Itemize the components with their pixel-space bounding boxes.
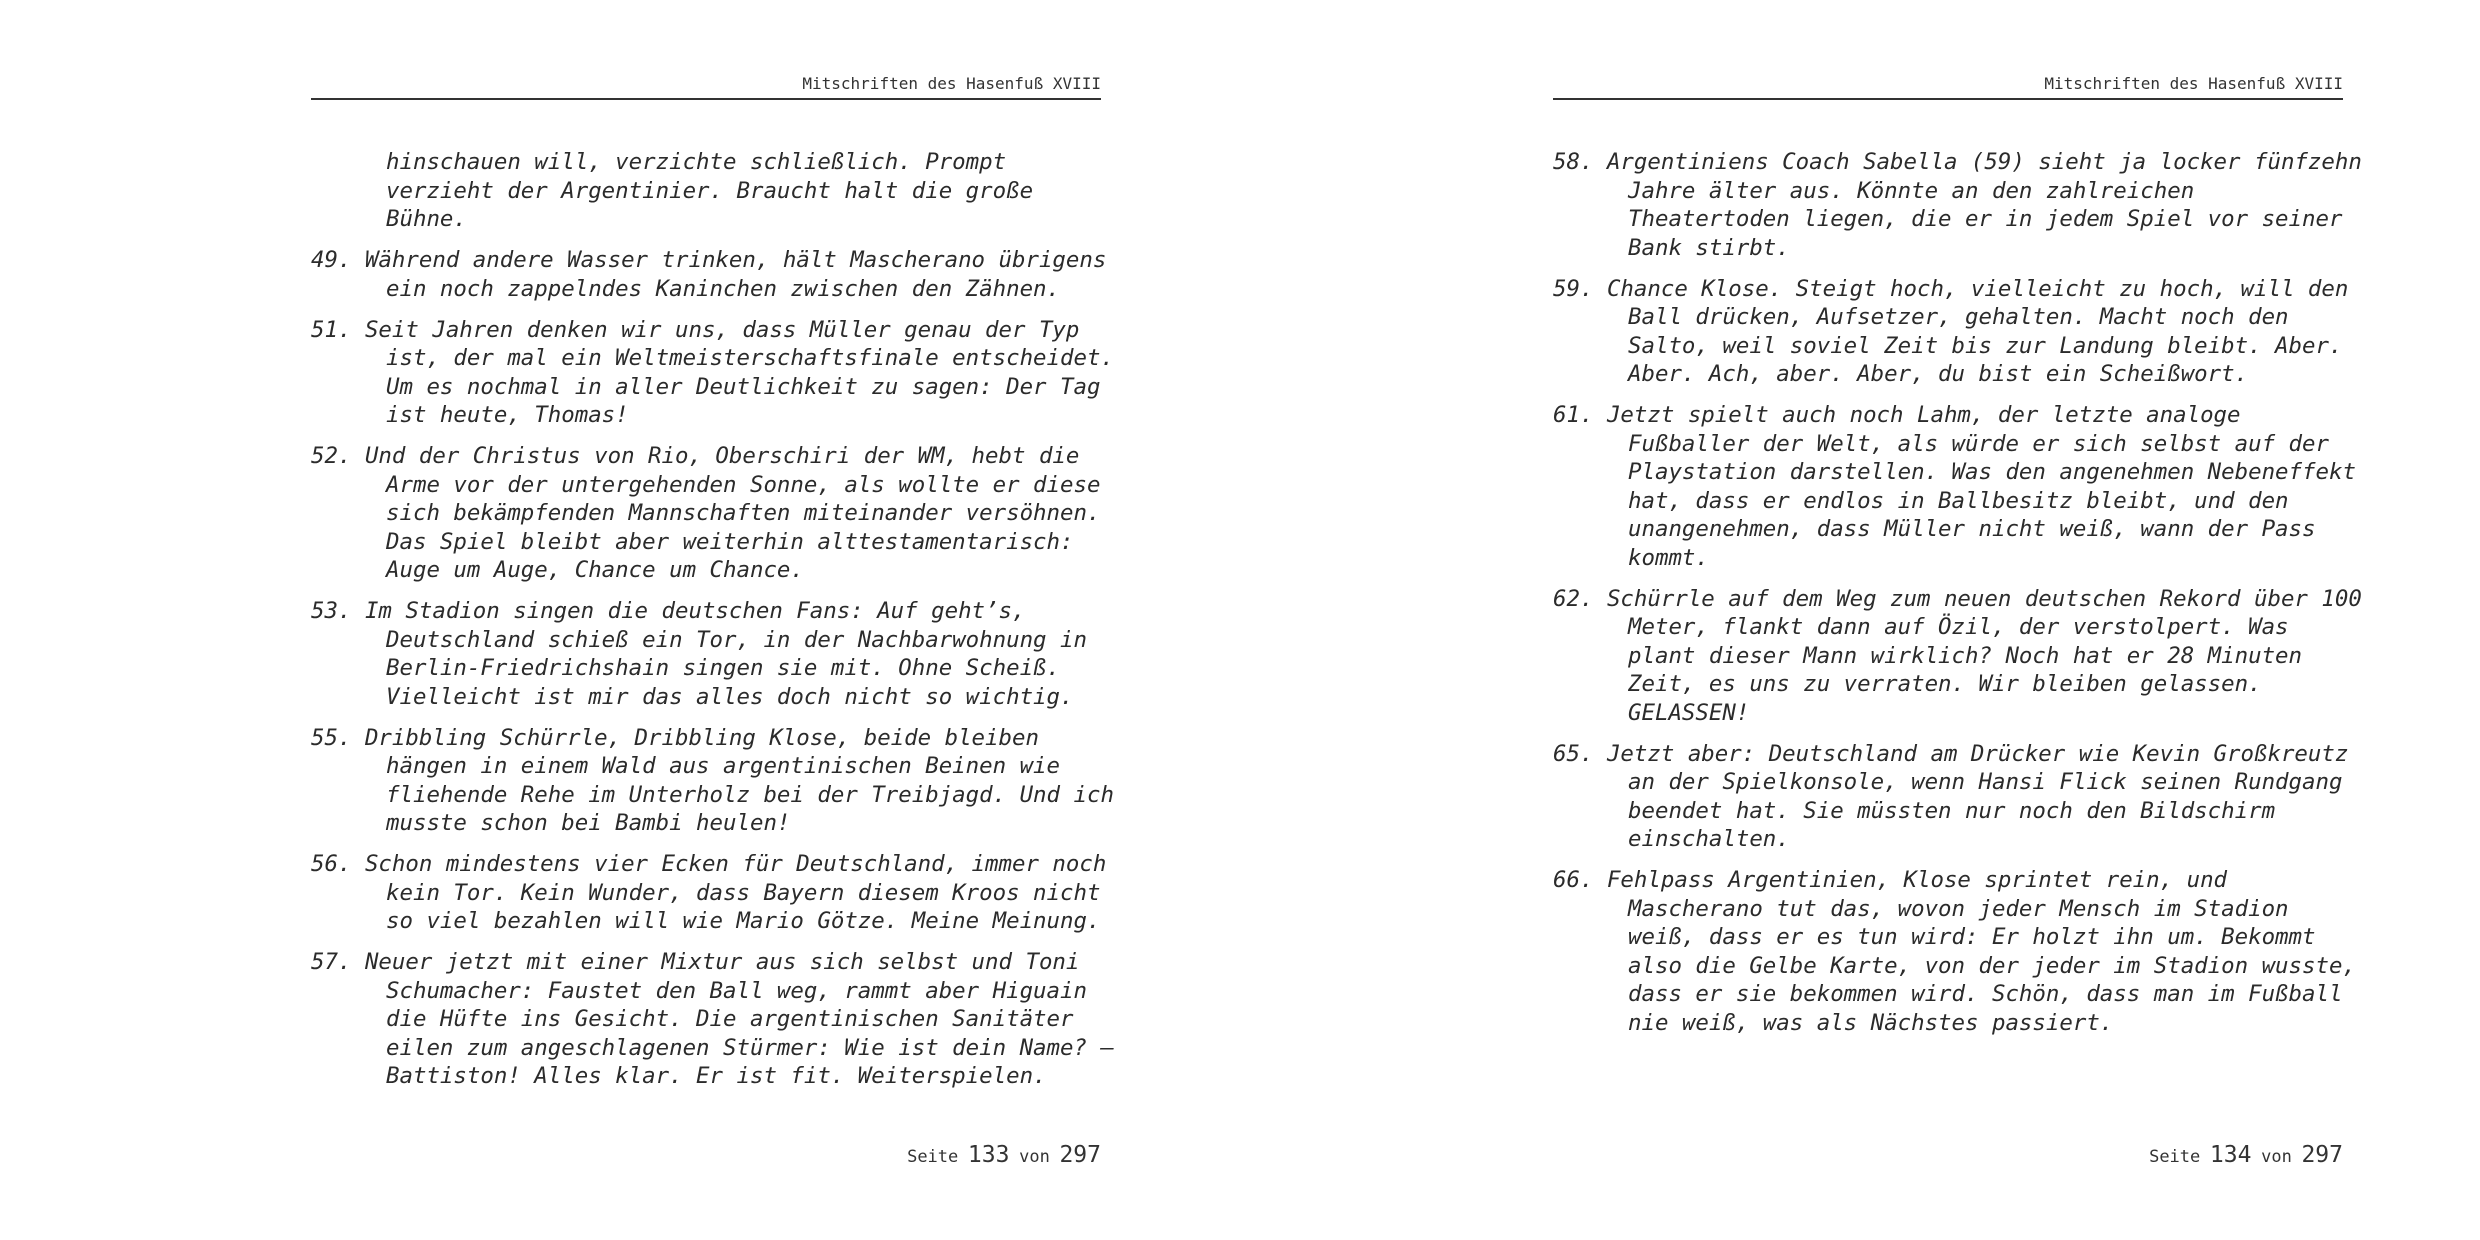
entry-line: hat, dass er endlos in Ballbesitz bleibt, und den [1628, 487, 2289, 514]
list-item [1553, 585, 2362, 728]
entry-line: Theatertoden liegen, die er in jedem Spiel vor seiner [1628, 206, 2343, 232]
entry-line: Jetzt aber: Deutschland am Drücker wie Kevin Großkreutz [1606, 740, 2349, 767]
total-pages: 297 [1059, 1142, 1101, 1168]
entry-line: GELASSEN! [1628, 699, 1750, 726]
entry-list [1553, 148, 2362, 1050]
entry-line: einschalten. [1628, 826, 1790, 852]
page-footer [1943, 1142, 2343, 1168]
entry-line: Neuer jetzt mit einer Mixtur aus sich selbst und Toni [364, 949, 1080, 975]
entry-line: beendet hat. Sie müssten nur noch den Bildschirm [1628, 797, 2276, 824]
list-item [311, 148, 1111, 234]
entry-line: Dribbling Schürrle, Dribbling Klose, beide bleiben [364, 724, 1039, 751]
entry-line: plant dieser Mann wirklich? Noch hat er 28 Minuten [1628, 642, 2303, 669]
entry-line: Fußballer der Welt, als würde er sich selbst auf der [1628, 430, 2329, 457]
entry-line: Salto, weil soviel Zeit bis zur Landung bleibt. Aber. [1628, 332, 2343, 359]
list-item [1553, 275, 2353, 389]
entry-line: kein Tor. Kein Wunder, dass Bayern diesem Kroos nicht [386, 879, 1101, 906]
entry-line: Auge um Auge, Chance um Chance. [386, 557, 804, 583]
list-item [1553, 866, 2356, 1037]
entry-line: die Hüfte ins Gesicht. Die argentinischen Sanitäter [386, 1006, 1074, 1032]
entry-line: Und der Christus von Rio, Oberschiri der WM, hebt die [364, 443, 1080, 469]
entry-line: Das Spiel bleibt aber weiterhin alttestamentarisch: [386, 528, 1074, 555]
entry-line: hinschauen will, verzichte schließlich. Prompt [386, 149, 1007, 175]
entry-line: Fehlpass Argentinien, Klose sprintet rein, und [1606, 867, 2228, 893]
entry-line: Meter, flankt dann auf Özil, der verstolpert. Was [1628, 614, 2289, 640]
list-item [311, 724, 1114, 838]
entry-number: 49. [311, 247, 352, 273]
entry-number: 56. [311, 851, 352, 877]
entry-line: dass er sie bekommen wird. Schön, dass man im Fußball [1628, 981, 2343, 1007]
entry-line: weiß, dass er es tun wird: Er holzt ihn um. Bekommt [1628, 924, 2316, 950]
entry-line: Deutschland schieß ein Tor, in der Nachbarwohnung in [386, 626, 1087, 653]
entry-line: Chance Klose. Steigt hoch, vielleicht zu hoch, will den [1606, 275, 2349, 302]
entry-line: unangenehmen, dass Müller nicht weiß, wann der Pass [1628, 516, 2316, 542]
entry-list [311, 148, 1114, 1103]
entry-line: Jahre älter aus. Könnte an den zahlreichen [1628, 177, 2195, 204]
entry-line: ist heute, Thomas! [386, 402, 629, 428]
entry-number: 55. [311, 724, 352, 751]
entry-line: Ball drücken, Aufsetzer, gehalten. Macht noch den [1628, 304, 2289, 330]
entry-line: fliehende Rehe im Unterholz bei der Treibjagd. Und ich [386, 781, 1114, 808]
list-item [311, 316, 1114, 430]
list-item [1553, 401, 2356, 572]
entry-line: Während andere Wasser trinken, hält Mascherano übrigens [364, 247, 1107, 273]
entry-line: Schon mindestens vier Ecken für Deutschland, immer noch [364, 851, 1107, 877]
entry-number: 59. [1553, 275, 1594, 302]
left-page [311, 0, 1114, 1240]
entry-number: 58. [1553, 149, 1594, 175]
entry-line: Um es nochmal in aller Deutlichkeit zu sagen: Der Tag [386, 373, 1101, 400]
entry-line: Im Stadion singen die deutschen Fans: Auf geht’s, [364, 598, 1026, 624]
entry-number: 53. [311, 598, 352, 624]
entry-line: Seit Jahren denken wir uns, dass Müller genau der Typ [364, 316, 1080, 343]
running-header: Mitschriften des Hasenfuß XVIII [311, 74, 1101, 100]
entry-line: Playstation darstellen. Was den angenehmen Nebeneffekt [1628, 459, 2356, 485]
list-item [311, 597, 1111, 711]
entry-number: 65. [1553, 740, 1594, 767]
page-number: 134 [2209, 1142, 2252, 1168]
footer-von-label: von [2261, 1147, 2292, 1167]
entry-number: 61. [1553, 402, 1594, 428]
entry-line: an der Spielkonsole, wenn Hansi Flick seinen Rundgang [1628, 769, 2343, 795]
list-item [1553, 740, 2353, 854]
page-number: 133 [967, 1142, 1010, 1168]
entry-line: Arme vor der untergehenden Sonne, als wollte er diese [386, 471, 1101, 498]
entry-line: Battiston! Alles klar. Er ist fit. Weiterspielen. [386, 1063, 1047, 1089]
entry-line: Aber. Ach, aber. Aber, du bist ein Scheißwort. [1628, 361, 2249, 387]
entry-line: Vielleicht ist mir das alles doch nicht so wichtig. [386, 683, 1074, 710]
entry-line: Argentiniens Coach Sabella (59) sieht ja locker fünfzehn [1606, 149, 2362, 175]
list-item [311, 442, 1111, 585]
entry-number: 62. [1553, 585, 1594, 612]
entry-line: sich bekämpfenden Mannschaften miteinander versöhnen. [386, 500, 1101, 526]
entry-line: verzieht der Argentinier. Braucht halt die große [386, 177, 1034, 204]
footer-von-label: von [1019, 1147, 1050, 1167]
entry-line: Schürrle auf dem Weg zum neuen deutschen Rekord über 100 [1606, 585, 2362, 612]
entry-line: Jetzt spielt auch noch Lahm, der letzte analoge [1606, 402, 2241, 428]
running-header: Mitschriften des Hasenfuß XVIII [1553, 74, 2343, 100]
entry-line: Bank stirbt. [1628, 234, 1790, 261]
list-item [1553, 148, 2362, 262]
entry-line: kommt. [1628, 544, 1709, 571]
entry-line: so viel bezahlen will wie Mario Götze. Meine Meinung. [386, 908, 1101, 934]
list-item [311, 948, 1114, 1091]
entry-line: hängen in einem Wald aus argentinischen Beinen wie [386, 753, 1061, 779]
entry-line: musste schon bei Bambi heulen! [386, 810, 791, 836]
footer-seite-label: Seite [907, 1147, 959, 1167]
entry-line: Mascherano tut das, wovon jeder Mensch im Stadion [1628, 895, 2289, 922]
footer-seite-label: Seite [2149, 1147, 2201, 1167]
right-page [1553, 0, 2362, 1240]
entry-line: Berlin-Friedrichshain singen sie mit. Ohne Scheiß. [386, 655, 1061, 681]
entry-line: ist, der mal ein Weltmeisterschaftsfinale entscheidet. [386, 345, 1114, 371]
entry-number: 52. [311, 443, 352, 469]
list-item [311, 246, 1111, 303]
entry-line: Zeit, es uns zu verraten. Wir bleiben gelassen. [1628, 671, 2262, 697]
entry-line: eilen zum angeschlagenen Stürmer: Wie ist dein Name? – [386, 1034, 1114, 1061]
entry-line: Bühne. [386, 206, 467, 232]
entry-number: 66. [1553, 867, 1594, 893]
entry-line: also die Gelbe Karte, von der jeder im Stadion wusste, [1628, 952, 2356, 979]
total-pages: 297 [2301, 1142, 2343, 1168]
entry-line: nie weiß, was als Nächstes passiert. [1628, 1009, 2114, 1036]
entry-line: Schumacher: Faustet den Ball weg, rammt aber Higuain [386, 977, 1087, 1004]
entry-line: ein noch zappelndes Kaninchen zwischen den Zähnen. [386, 275, 1061, 302]
page-footer [701, 1142, 1101, 1168]
entry-number: 51. [311, 316, 352, 343]
list-item [311, 850, 1111, 936]
entry-number: 57. [311, 949, 352, 975]
